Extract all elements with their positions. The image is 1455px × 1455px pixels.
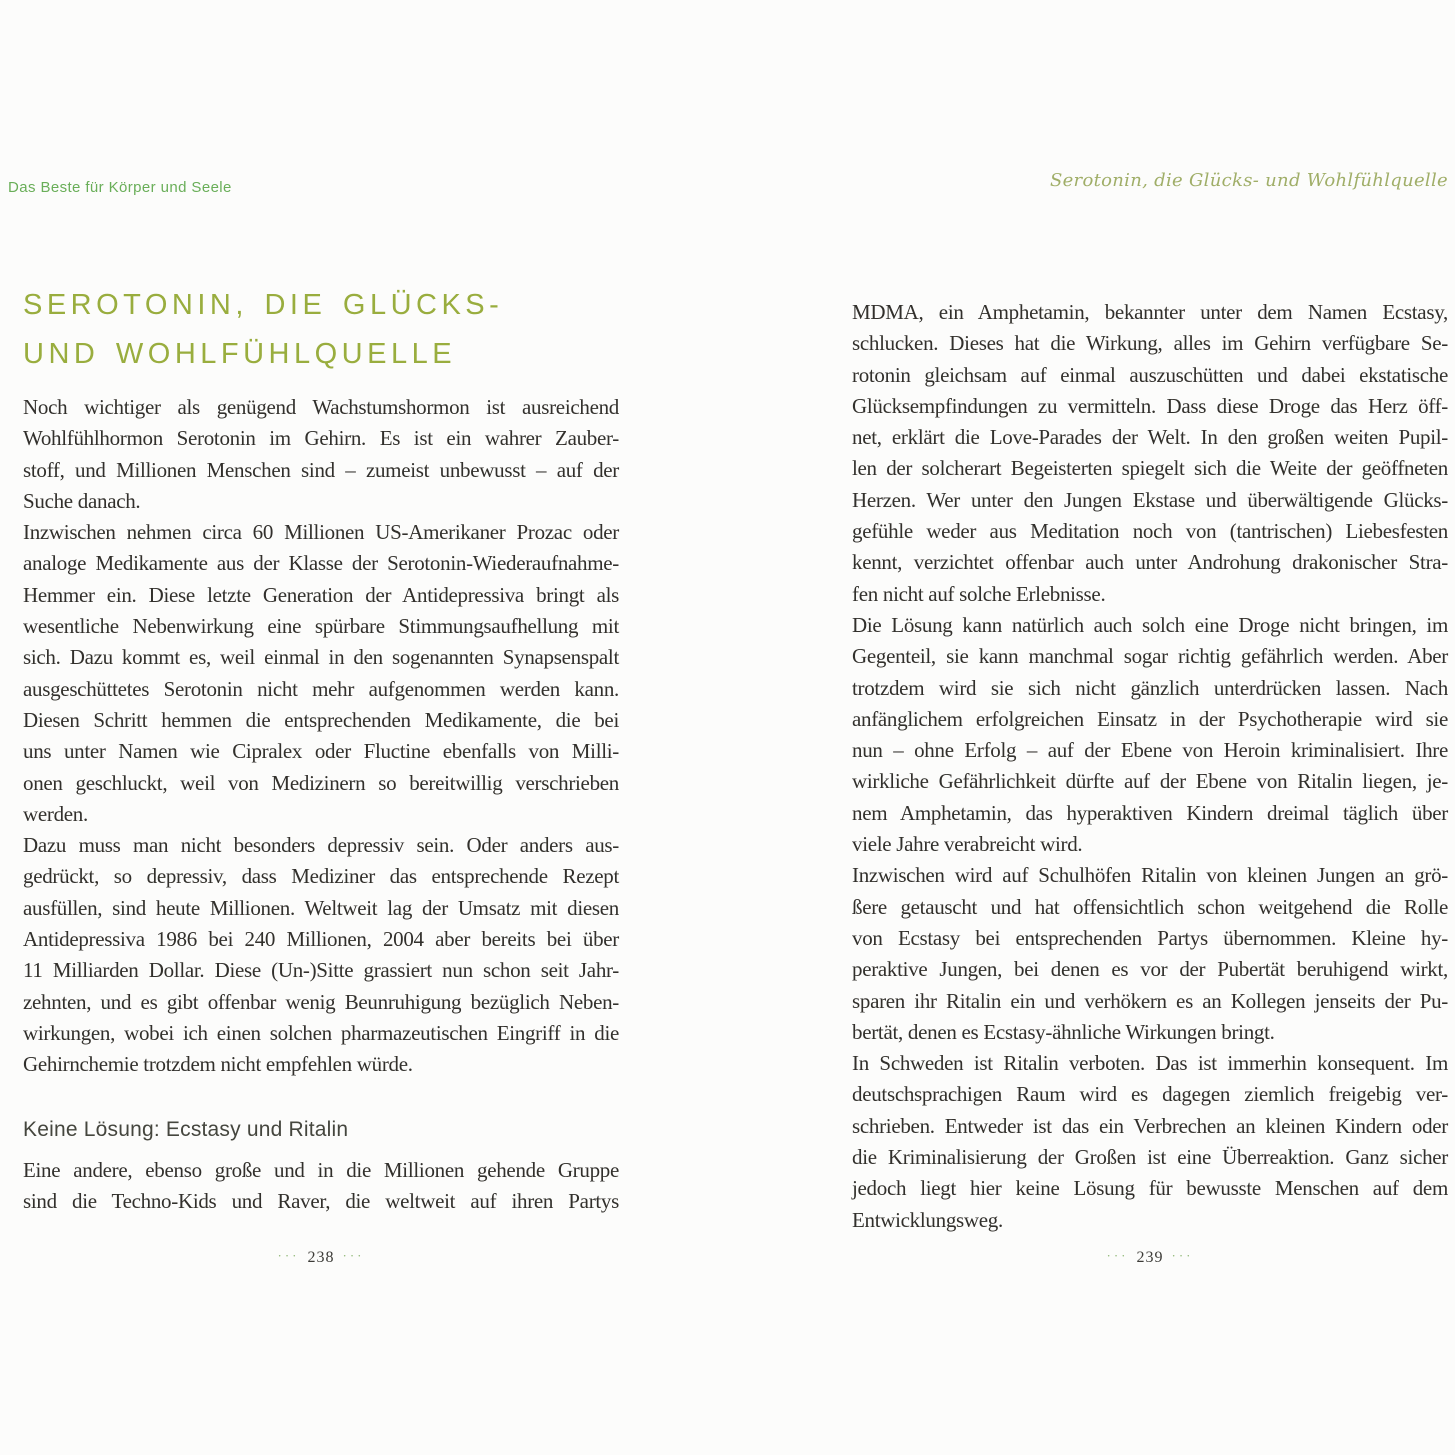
- text-line: Gegenteil, sie kann manchmal sogar richtig gefährlich werden. Aber: [852, 644, 1448, 669]
- text-line: viele Jahre verabreicht wird.: [852, 832, 1083, 857]
- text-line: anfänglichem erfolgreichen Einsatz in der Psychotherapie wird sie: [852, 706, 1448, 731]
- text-line: gefühle weder aus Meditation noch von (tantrischen) Liebesfesten: [852, 519, 1448, 544]
- text-line: Gehirnchemie trotzdem nicht empfehlen würde.: [23, 1052, 413, 1077]
- text-line: fen nicht auf solche Erlebnisse.: [852, 581, 1106, 606]
- text-line: len der solcherart Begeisterten spiegelt sich die Weite der geöffneten: [852, 456, 1448, 481]
- left-page-body-after-subheading: [23, 1155, 619, 1218]
- text-line: Glücksempfindungen zu vermitteln. Dass diese Droge das Herz öff-: [852, 393, 1448, 418]
- text-line: kennt, verzichtet offenbar auch unter Androhung drakonischer Stra-: [852, 550, 1448, 575]
- text-line: net, erklärt die Love-Parades der Welt. In den großen weiten Pupil-: [852, 425, 1448, 450]
- text-line: Antidepressiva 1986 bei 240 Millionen, 2004 aber bereits bei über: [23, 927, 619, 952]
- running-header-right: Serotonin, die Glücks- und Wohlfühlquelle: [1049, 170, 1448, 191]
- text-line: Entwicklungsweg.: [852, 1207, 1003, 1232]
- text-line: In Schweden ist Ritalin verboten. Das ist immerhin konsequent. Im: [852, 1051, 1448, 1076]
- page-number-right: 239: [1136, 1249, 1164, 1266]
- text-line: rotonin gleichsam auf einmal auszuschütten und dabei ekstatische: [852, 362, 1448, 387]
- text-line: uns unter Namen wie Cipralex oder Fluctine ebenfalls von Milli-: [23, 739, 619, 764]
- text-line: stoff, und Millionen Menschen sind – zumeist unbewusst – auf der: [23, 457, 619, 482]
- text-line: onen geschluckt, weil von Medizinern so bereitwillig verschrieben: [23, 770, 619, 795]
- text-line: ßere getauscht und hat offensichtlich schon weitgehend die Rolle: [852, 894, 1448, 919]
- text-line: wirkliche Gefährlichkeit dürfte auf der Ebene von Ritalin liegen, je-: [852, 769, 1448, 794]
- text-line: Diesen Schritt hemmen die entsprechenden Medikamente, die bei: [23, 707, 619, 732]
- text-line: gedrückt, so depressiv, dass Mediziner das entsprechende Rezept: [23, 864, 619, 889]
- text-line: werden.: [23, 801, 88, 826]
- footer-dots-icon: ···: [1106, 1248, 1129, 1263]
- chapter-title: [23, 281, 623, 379]
- chapter-title-line2: UND WOHLFÜHLQUELLE: [23, 338, 457, 370]
- page-number-left: 238: [307, 1249, 335, 1266]
- text-line: MDMA, ein Amphetamin, bekannter unter dem Namen Ecstasy,: [852, 300, 1448, 324]
- footer-dots-icon: ···: [342, 1248, 365, 1263]
- text-line: Eine andere, ebenso große und in die Millionen gehende Gruppe: [23, 1158, 619, 1182]
- text-line: nem Amphetamin, das hyperaktiven Kindern dreimal täglich über: [852, 800, 1448, 825]
- text-line: wesentliche Nebenwirkung eine spürbare Stimmungsaufhellung mit: [23, 614, 619, 639]
- footer-dots-icon: ···: [1171, 1248, 1194, 1263]
- text-line: Hemmer ein. Diese letzte Generation der Antidepressiva bringt als: [23, 582, 619, 607]
- text-line: sparen ihr Ritalin ein und verhökern es an Kollegen jenseits der Pu-: [852, 988, 1448, 1013]
- text-line: Noch wichtiger als genügend Wachstumshormon ist ausreichend: [23, 395, 619, 419]
- footer-dots-icon: ···: [277, 1248, 300, 1263]
- left-page-footer: [23, 1249, 619, 1267]
- text-line: deutschsprachigen Raum wird es dagegen ziemlich freigebig ver-: [852, 1082, 1448, 1107]
- text-line: sind die Techno-Kids und Raver, die weltweit auf ihren Partys: [23, 1189, 619, 1214]
- text-line: analoge Medikamente aus der Klasse der Serotonin-Wiederaufnahme-: [23, 551, 619, 576]
- text-line: trotzdem wird sie sich nicht gänzlich unterdrücken lassen. Nach: [852, 675, 1448, 700]
- text-line: jedoch liegt hier keine Lösung für bewusste Menschen auf dem: [852, 1176, 1448, 1201]
- text-line: schrieben. Entweder ist das ein Verbrechen an kleinen Kindern oder: [852, 1113, 1448, 1138]
- text-line: zehnten, und es gibt offenbar wenig Beunruhigung bezüglich Neben-: [23, 989, 619, 1014]
- right-page-footer: [852, 1249, 1448, 1267]
- text-line: nun – ohne Erfolg – auf der Ebene von Heroin kriminalisiert. Ihre: [852, 738, 1448, 763]
- text-line: 11 Milliarden Dollar. Diese (Un-)Sitte grassiert nun schon seit Jahr-: [23, 958, 619, 983]
- text-line: Dazu muss man nicht besonders depressiv sein. Oder anders aus-: [23, 833, 619, 858]
- left-page-body: [23, 392, 619, 1081]
- text-line: wirkungen, wobei ich einen solchen pharmazeutischen Eingriff in die: [23, 1020, 619, 1045]
- text-line: die Kriminalisierung der Großen ist eine Überreaktion. Ganz sicher: [852, 1145, 1448, 1170]
- chapter-title-line1: SEROTONIN, DIE GLÜCKS-: [23, 289, 504, 321]
- running-header-left: Das Beste für Körper und Seele: [8, 179, 232, 196]
- text-line: sich. Dazu kommt es, weil einmal in den sogenannten Synapsenspalt: [23, 645, 619, 670]
- text-line: Wohlfühlhormon Serotonin im Gehirn. Es ist ein wahrer Zauber-: [23, 426, 619, 451]
- text-line: Die Lösung kann natürlich auch solch eine Droge nicht bringen, im: [852, 612, 1448, 637]
- text-line: von Ecstasy bei entsprechenden Partys übernommen. Kleine hy-: [852, 925, 1448, 950]
- text-line: schlucken. Dieses hat die Wirkung, alles im Gehirn verfügbare Se-: [852, 331, 1448, 356]
- text-line: Inzwischen nehmen circa 60 Millionen US-Amerikaner Prozac oder: [23, 520, 619, 545]
- right-page-body: [852, 297, 1448, 1236]
- section-subheading: Keine Lösung: Ecstasy und Ritalin: [23, 1118, 349, 1141]
- text-line: Herzen. Wer unter den Jungen Ekstase und überwältigende Glücks-: [852, 487, 1448, 512]
- text-line: ausgeschüttetes Serotonin nicht mehr aufgenommen werden kann.: [23, 676, 619, 701]
- text-line: peraktive Jungen, bei denen es vor der Pubertät beruhigend wirkt,: [852, 957, 1448, 982]
- text-line: Suche danach.: [23, 488, 141, 513]
- text-line: ausfüllen, sind heute Millionen. Weltweit lag der Umsatz mit diesen: [23, 895, 619, 920]
- text-line: Inzwischen wird auf Schulhöfen Ritalin von kleinen Jungen an grö-: [852, 863, 1448, 888]
- text-line: bertät, denen es Ecstasy-ähnliche Wirkungen bringt.: [852, 1019, 1275, 1044]
